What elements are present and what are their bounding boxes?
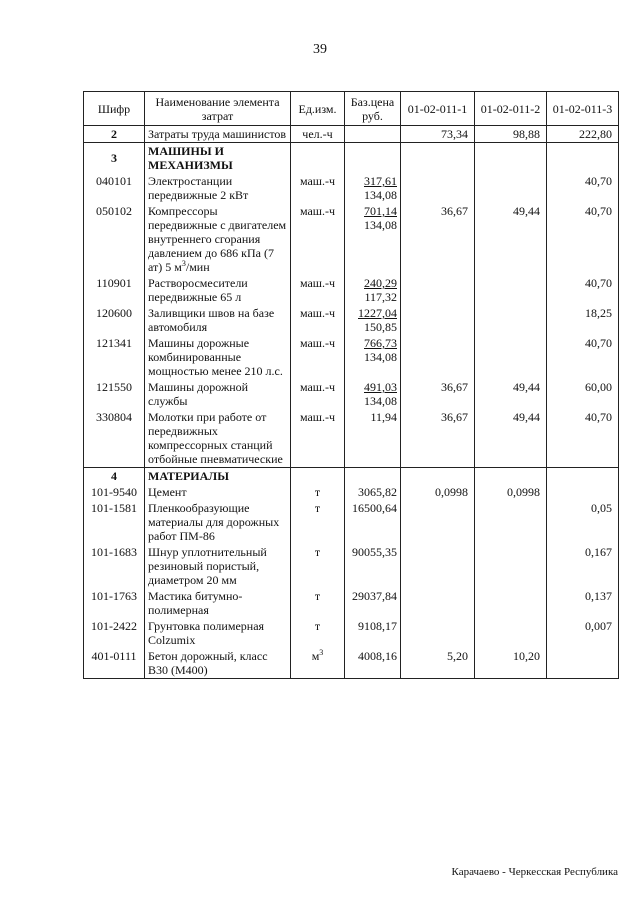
price-base: 491,03 bbox=[364, 380, 397, 394]
row-code: 101-1763 bbox=[84, 588, 145, 618]
row-value-3: 40,70 bbox=[547, 409, 619, 468]
section-code: 3 bbox=[84, 143, 145, 174]
row-name: Затраты труда машинистов bbox=[145, 126, 291, 143]
price-base: 240,29 bbox=[364, 276, 397, 290]
row-unit: маш.-ч bbox=[291, 379, 345, 409]
row-value-3: 40,70 bbox=[547, 335, 619, 379]
row-price: 29037,84 bbox=[345, 588, 401, 618]
table-header-row bbox=[84, 92, 619, 126]
row-value-1 bbox=[401, 500, 475, 544]
row-value-3: 0,167 bbox=[547, 544, 619, 588]
row-unit: маш.-ч bbox=[291, 173, 345, 203]
row-name: Шнур уплотнительный резиновый пористый, диаметром 20 мм bbox=[145, 544, 291, 588]
row-value-3: 0,007 bbox=[547, 618, 619, 648]
row-unit: маш.-ч bbox=[291, 409, 345, 468]
table-row bbox=[84, 203, 619, 275]
row-price: 90055,35 bbox=[345, 544, 401, 588]
row-name-text: Компрессоры передвижные с двигателем внутреннего сгорания давлением до 686 кПа (7 ат) 5 м bbox=[148, 204, 287, 274]
row-name: Мастика битумно-полимерная bbox=[145, 588, 291, 618]
row-name: Бетон дорожный, класс В30 (М400) bbox=[145, 648, 291, 679]
header-code: Шифр bbox=[84, 92, 145, 126]
row-name: Грунтовка полимерная Colzumix bbox=[145, 618, 291, 648]
row-unit: маш.-ч bbox=[291, 203, 345, 275]
row-unit: т bbox=[291, 544, 345, 588]
price-base: 766,73 bbox=[364, 336, 397, 350]
row-code: 120600 bbox=[84, 305, 145, 335]
row-name: Пленкообразующие материалы для дорожных работ ПМ-86 bbox=[145, 500, 291, 544]
row-name bbox=[145, 203, 291, 275]
row-price bbox=[345, 203, 401, 275]
row-value-1: 36,67 bbox=[401, 409, 475, 468]
row-value-1 bbox=[401, 173, 475, 203]
header-name: Наименование элемента затрат bbox=[145, 92, 291, 126]
table-row bbox=[84, 544, 619, 588]
row-value-2 bbox=[475, 305, 547, 335]
row-code: 101-9540 bbox=[84, 484, 145, 500]
row-price bbox=[345, 335, 401, 379]
row-unit: маш.-ч bbox=[291, 335, 345, 379]
table-row bbox=[84, 305, 619, 335]
row-value-2 bbox=[475, 335, 547, 379]
row-unit: т bbox=[291, 484, 345, 500]
row-value-1 bbox=[401, 305, 475, 335]
row-name: Заливщики швов на базе автомобиля bbox=[145, 305, 291, 335]
section-title: МАШИНЫ И МЕХАНИЗМЫ bbox=[145, 143, 291, 174]
row-value-2 bbox=[475, 275, 547, 305]
row-unit: т bbox=[291, 618, 345, 648]
row-name: Электростанции передвижные 2 кВт bbox=[145, 173, 291, 203]
row-code: 101-1683 bbox=[84, 544, 145, 588]
row-code: 040101 bbox=[84, 173, 145, 203]
row-value-2: 49,44 bbox=[475, 203, 547, 275]
row-unit: т bbox=[291, 500, 345, 544]
row-price: 4008,16 bbox=[345, 648, 401, 679]
row-price bbox=[345, 275, 401, 305]
row-name: Цемент bbox=[145, 484, 291, 500]
row-value-2: 98,88 bbox=[475, 126, 547, 143]
section-code: 4 bbox=[84, 468, 145, 485]
row-code: 050102 bbox=[84, 203, 145, 275]
row-value-1 bbox=[401, 335, 475, 379]
row-name: Машины дорожной службы bbox=[145, 379, 291, 409]
row-value-2 bbox=[475, 500, 547, 544]
table-row bbox=[84, 379, 619, 409]
price-wage: 150,85 bbox=[364, 320, 397, 334]
row-unit-sup: 3 bbox=[319, 648, 324, 657]
row-name-tail: /мин bbox=[185, 260, 210, 274]
row-code: 2 bbox=[84, 126, 145, 143]
table-row bbox=[84, 618, 619, 648]
row-price: 16500,64 bbox=[345, 500, 401, 544]
price-wage: 134,08 bbox=[364, 218, 397, 232]
row-unit: маш.-ч bbox=[291, 275, 345, 305]
header-price: Баз.цена руб. bbox=[345, 92, 401, 126]
row-value-3: 40,70 bbox=[547, 173, 619, 203]
resource-norms-table bbox=[83, 91, 619, 679]
row-value-2 bbox=[475, 544, 547, 588]
header-col3: 01-02-011-3 bbox=[547, 92, 619, 126]
header-col2: 01-02-011-2 bbox=[475, 92, 547, 126]
row-price bbox=[345, 173, 401, 203]
row-value-2: 0,0998 bbox=[475, 484, 547, 500]
row-value-1: 0,0998 bbox=[401, 484, 475, 500]
table-row bbox=[84, 484, 619, 500]
row-name-sup: 3 bbox=[181, 259, 186, 268]
table-row bbox=[84, 275, 619, 305]
row-code: 121550 bbox=[84, 379, 145, 409]
page-number: 39 bbox=[313, 42, 327, 57]
price-base: 317,61 bbox=[364, 174, 397, 188]
price-wage: 134,08 bbox=[364, 350, 397, 364]
row-name: Растворосмесители передвижные 65 л bbox=[145, 275, 291, 305]
row-price: 9108,17 bbox=[345, 618, 401, 648]
price-base: 701,14 bbox=[364, 204, 397, 218]
row-unit bbox=[291, 648, 345, 679]
row-unit: чел.-ч bbox=[291, 126, 345, 143]
header-unit: Ед.изм. bbox=[291, 92, 345, 126]
row-code: 121341 bbox=[84, 335, 145, 379]
row-unit-text: м bbox=[311, 649, 320, 663]
row-name: Молотки при работе от передвижных компрессорных станций отбойные пневматические bbox=[145, 409, 291, 468]
section-row bbox=[84, 143, 619, 174]
row-name: Машины дорожные комбинированные мощностью менее 210 л.с. bbox=[145, 335, 291, 379]
row-price bbox=[345, 305, 401, 335]
row-code: 110901 bbox=[84, 275, 145, 305]
row-price: 11,94 bbox=[345, 409, 401, 468]
row-value-3: 0,05 bbox=[547, 500, 619, 544]
row-value-3: 18,25 bbox=[547, 305, 619, 335]
row-unit: т bbox=[291, 588, 345, 618]
row-value-2: 49,44 bbox=[475, 379, 547, 409]
row-value-3 bbox=[547, 484, 619, 500]
row-value-3: 40,70 bbox=[547, 203, 619, 275]
row-value-3: 222,80 bbox=[547, 126, 619, 143]
table-row bbox=[84, 409, 619, 468]
table-row bbox=[84, 500, 619, 544]
row-value-1 bbox=[401, 275, 475, 305]
row-value-1: 73,34 bbox=[401, 126, 475, 143]
price-wage: 117,32 bbox=[364, 290, 397, 304]
row-value-3: 60,00 bbox=[547, 379, 619, 409]
price-wage: 134,08 bbox=[364, 188, 397, 202]
row-value-2 bbox=[475, 618, 547, 648]
row-unit: маш.-ч bbox=[291, 305, 345, 335]
header-col1: 01-02-011-1 bbox=[401, 92, 475, 126]
price-base: 1227,04 bbox=[358, 306, 397, 320]
row-value-2 bbox=[475, 173, 547, 203]
row-value-2: 49,44 bbox=[475, 409, 547, 468]
table-row bbox=[84, 173, 619, 203]
table-row bbox=[84, 335, 619, 379]
row-code: 101-2422 bbox=[84, 618, 145, 648]
row-code: 330804 bbox=[84, 409, 145, 468]
section-title: МАТЕРИАЛЫ bbox=[145, 468, 291, 485]
row-price: 3065,82 bbox=[345, 484, 401, 500]
row-value-2: 10,20 bbox=[475, 648, 547, 679]
row-value-1 bbox=[401, 588, 475, 618]
table-row bbox=[84, 126, 619, 143]
footer-region: Карачаево - Черкесская Республика bbox=[451, 866, 618, 878]
row-value-1 bbox=[401, 618, 475, 648]
table-row bbox=[84, 588, 619, 618]
row-value-1: 36,67 bbox=[401, 379, 475, 409]
row-value-3: 0,137 bbox=[547, 588, 619, 618]
row-code: 401-0111 bbox=[84, 648, 145, 679]
row-value-3 bbox=[547, 648, 619, 679]
row-value-1: 36,67 bbox=[401, 203, 475, 275]
row-price bbox=[345, 379, 401, 409]
price-wage: 134,08 bbox=[364, 394, 397, 408]
row-value-1: 5,20 bbox=[401, 648, 475, 679]
table-row bbox=[84, 648, 619, 679]
row-value-2 bbox=[475, 588, 547, 618]
section-row bbox=[84, 468, 619, 485]
row-price bbox=[345, 126, 401, 143]
row-code: 101-1581 bbox=[84, 500, 145, 544]
row-value-3: 40,70 bbox=[547, 275, 619, 305]
row-value-1 bbox=[401, 544, 475, 588]
